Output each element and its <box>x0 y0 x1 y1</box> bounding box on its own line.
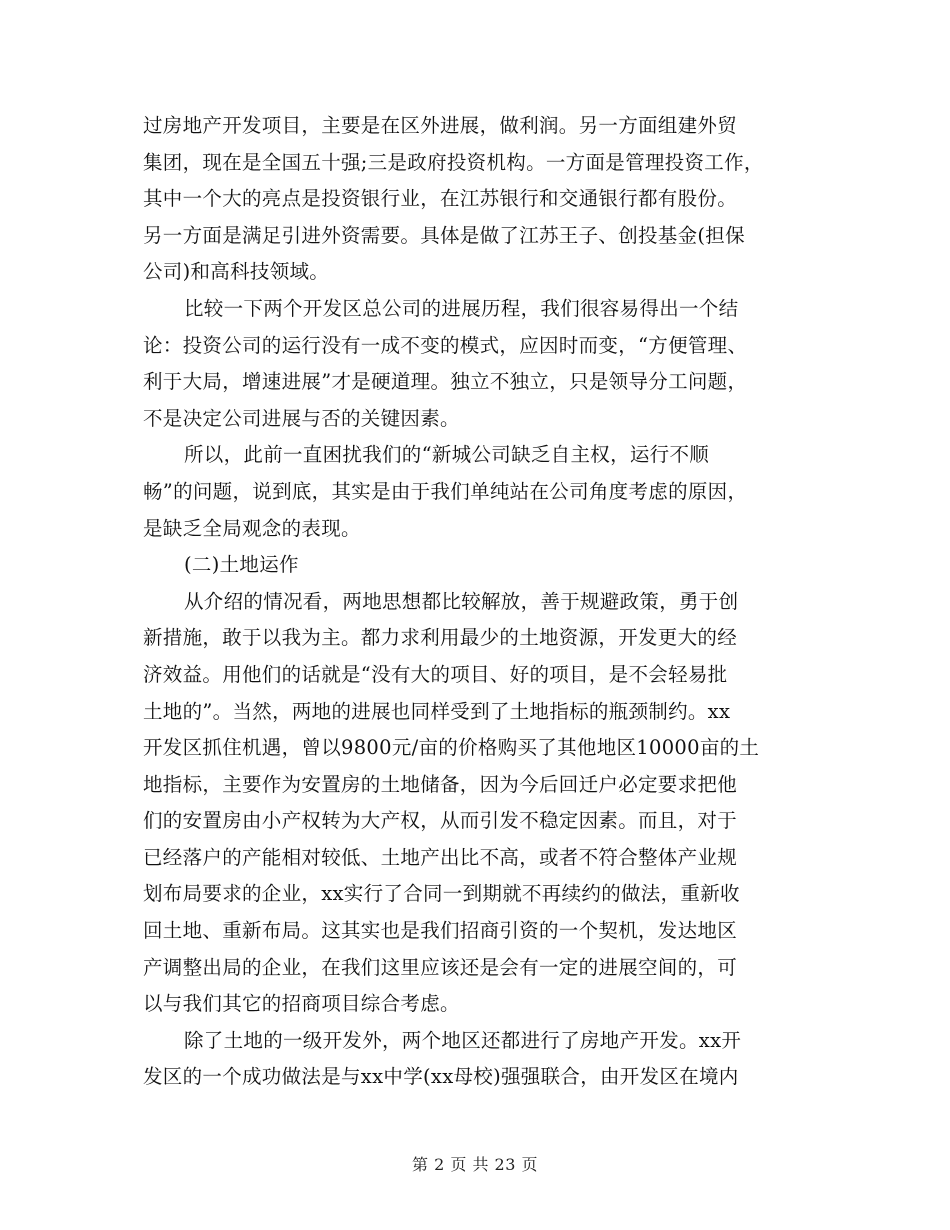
text-line: 从介绍的情况看，两地思想都比较解放，善于规避政策，勇于创 <box>184 589 739 613</box>
text-line: 另一方面是满足引进外资需要。具体是做了江苏王子、创投基金(担保 <box>143 223 745 247</box>
text-line: (二)土地运作 <box>184 553 299 577</box>
text-line: 回土地、重新布局。这其实也是我们招商引资的一个契机，发达地区 <box>143 919 738 943</box>
paragraph <box>143 584 823 1023</box>
text-line: 公司)和高科技领域。 <box>143 260 330 284</box>
text-line: 不是决定公司进展与否的关键因素。 <box>143 406 460 430</box>
text-line: 地指标，主要作为安置房的土地储备，因为今后回迁户必定要求把他 <box>143 772 738 796</box>
text-line: 发区的一个成功做法是与xx中学(xx母校)强强联合，由开发区在境内 <box>143 1065 739 1089</box>
text-line: 新措施，敢于以我为主。都力求利用最少的土地资源，开发更大的经 <box>143 626 738 650</box>
section-heading <box>143 547 823 584</box>
text-line: 利于大局，增速进展”才是硬道理。独立不独立，只是领导分工问题， <box>143 370 748 394</box>
text-line: 论：投资公司的运行没有一成不变的模式，应因时而变，“方便管理、 <box>143 333 748 357</box>
paragraph <box>143 437 823 547</box>
text-line: 过房地产开发项目，主要是在区外进展，做利润。另一方面组建外贸 <box>143 114 738 137</box>
text-line: 划布局要求的企业，xx实行了合同一到期就不再续约的做法，重新收 <box>143 882 740 906</box>
text-line: 产调整出局的企业，在我们这里应该还是会有一定的进展空间的，可 <box>143 955 738 979</box>
page-number-footer: 第 2 页 共 23 页 <box>412 1155 538 1174</box>
text-line: 已经落户的产能相对较低、土地产出比不高，或者不符合整体产业规 <box>143 845 738 869</box>
text-line: 济效益。用他们的话就是“没有大的项目、好的项目，是不会轻易批 <box>143 662 728 686</box>
text-line: 集团，现在是全国五十强;三是政府投资机构。一方面是管理投资工作， <box>143 150 764 174</box>
text-line: 所以，此前一直困扰我们的“新城公司缺乏自主权，运行不顺 <box>184 443 710 467</box>
text-line: 们的安置房由小产权转为大产权，从而引发不稳定因素。而且，对于 <box>143 809 738 833</box>
text-line: 是缺乏全局观念的表现。 <box>143 516 361 540</box>
text-line: 开发区抓住机遇，曾以9800元/亩的价格购买了其他地区10000亩的土 <box>143 736 760 760</box>
document-body <box>143 108 823 1096</box>
text-line: 比较一下两个开发区总公司的进展历程，我们很容易得出一个结 <box>184 296 739 320</box>
text-line: 畅”的问题，说到底，其实是由于我们单纯站在公司角度考虑的原因， <box>143 479 748 503</box>
paragraph <box>143 108 823 291</box>
text-line: 土地的”。当然，两地的进展也同样受到了土地指标的瓶颈制约。xx <box>143 699 731 723</box>
paragraph <box>143 291 823 437</box>
text-line: 除了土地的一级开发外，两个地区还都进行了房地产开发。xx开 <box>184 1028 742 1052</box>
text-line: 以与我们其它的招商项目综合考虑。 <box>143 992 460 1016</box>
paragraph <box>143 1023 823 1096</box>
text-line: 其中一个大的亮点是投资银行业，在江苏银行和交通银行都有股份。 <box>143 187 738 211</box>
